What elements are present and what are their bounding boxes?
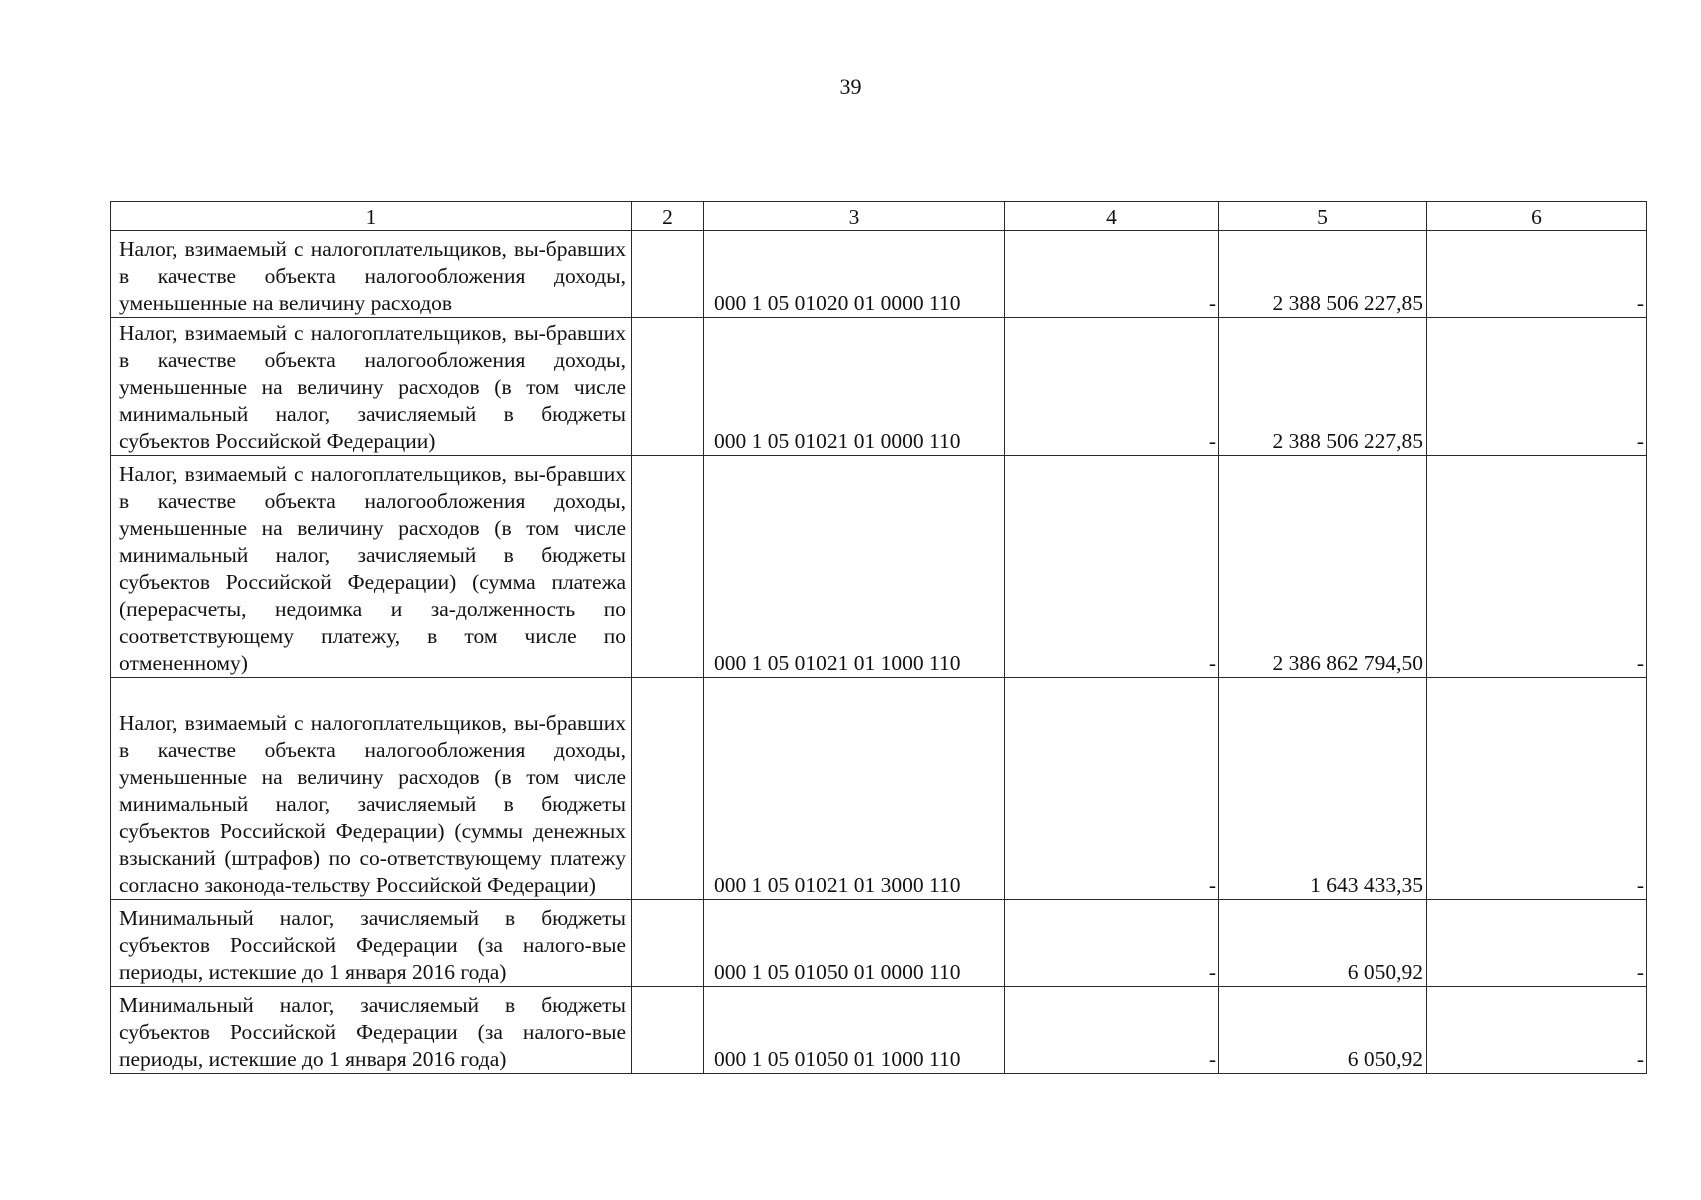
- income-name-cell: Налог, взимаемый с налогоплательщиков, вы-бравших в качестве объекта налогообложения доходы, уменьшенные на величину расходов (в том числе минимальный налог, зачисляемый в бюджеты субъектов Российской Федерации): [111, 318, 632, 456]
- budget-code-cell: 000 1 05 01021 01 0000 110: [704, 318, 1005, 456]
- table-header-row: [111, 202, 1647, 231]
- column-header-3: 3: [704, 202, 1005, 231]
- column-2-cell: [632, 456, 704, 678]
- amount-cell: 2 386 862 794,50: [1219, 456, 1427, 678]
- column-6-cell: -: [1427, 678, 1647, 900]
- budget-code-cell: 000 1 05 01020 01 0000 110: [704, 231, 1005, 318]
- column-6-cell: -: [1427, 318, 1647, 456]
- amount-cell: 2 388 506 227,85: [1219, 231, 1427, 318]
- income-name-cell: Налог, взимаемый с налогоплательщиков, вы-бравших в качестве объекта налогообложения доходы, уменьшенные на величину расходов (в том числе минимальный налог, зачисляемый в бюджеты субъектов Российской Федерации) (суммы денежных взысканий (штрафов) по со-ответствующему платежу согласно законода-тельству Российской Федерации): [111, 678, 632, 900]
- amount-cell: 6 050,92: [1219, 987, 1427, 1074]
- column-header-5: 5: [1219, 202, 1427, 231]
- column-6-cell: -: [1427, 900, 1647, 987]
- column-6-cell: -: [1427, 231, 1647, 318]
- column-header-6: 6: [1427, 202, 1647, 231]
- income-name-cell: Минимальный налог, зачисляемый в бюджеты субъектов Российской Федерации (за налого-вые периоды, истекшие до 1 января 2016 года): [111, 987, 632, 1074]
- column-2-cell: [632, 231, 704, 318]
- table-row: [111, 678, 1647, 900]
- amount-cell: 6 050,92: [1219, 900, 1427, 987]
- income-name-cell: Налог, взимаемый с налогоплательщиков, вы-бравших в качестве объекта налогообложения доходы, уменьшенные на величину расходов (в том числе минимальный налог, зачисляемый в бюджеты субъектов Российской Федерации) (сумма платежа (перерасчеты, недоимка и за-долженность по соответствующему платежу, в том числе по отмененному): [111, 456, 632, 678]
- column-4-cell: -: [1005, 318, 1219, 456]
- table-row: [111, 987, 1647, 1074]
- column-4-cell: -: [1005, 678, 1219, 900]
- budget-code-cell: 000 1 05 01021 01 1000 110: [704, 456, 1005, 678]
- amount-cell: 2 388 506 227,85: [1219, 318, 1427, 456]
- table-row: [111, 318, 1647, 456]
- column-header-4: 4: [1005, 202, 1219, 231]
- budget-code-cell: 000 1 05 01021 01 3000 110: [704, 678, 1005, 900]
- income-name-cell: Налог, взимаемый с налогоплательщиков, вы-бравших в качестве объекта налогообложения доходы, уменьшенные на величину расходов: [111, 231, 632, 318]
- table-row: [111, 900, 1647, 987]
- column-4-cell: -: [1005, 987, 1219, 1074]
- column-2-cell: [632, 318, 704, 456]
- budget-table: [110, 201, 1647, 1074]
- income-name-cell: Минимальный налог, зачисляемый в бюджеты субъектов Российской Федерации (за налого-вые периоды, истекшие до 1 января 2016 года): [111, 900, 632, 987]
- column-4-cell: -: [1005, 900, 1219, 987]
- column-2-cell: [632, 900, 704, 987]
- column-2-cell: [632, 678, 704, 900]
- column-2-cell: [632, 987, 704, 1074]
- table-row: [111, 456, 1647, 678]
- column-6-cell: -: [1427, 456, 1647, 678]
- column-header-2: 2: [632, 202, 704, 231]
- page-number: 39: [839, 74, 862, 99]
- budget-code-cell: 000 1 05 01050 01 0000 110: [704, 900, 1005, 987]
- table-row: [111, 231, 1647, 318]
- column-4-cell: -: [1005, 231, 1219, 318]
- amount-cell: 1 643 433,35: [1219, 678, 1427, 900]
- budget-code-cell: 000 1 05 01050 01 1000 110: [704, 987, 1005, 1074]
- column-6-cell: -: [1427, 987, 1647, 1074]
- column-4-cell: -: [1005, 456, 1219, 678]
- column-header-1: 1: [111, 202, 632, 231]
